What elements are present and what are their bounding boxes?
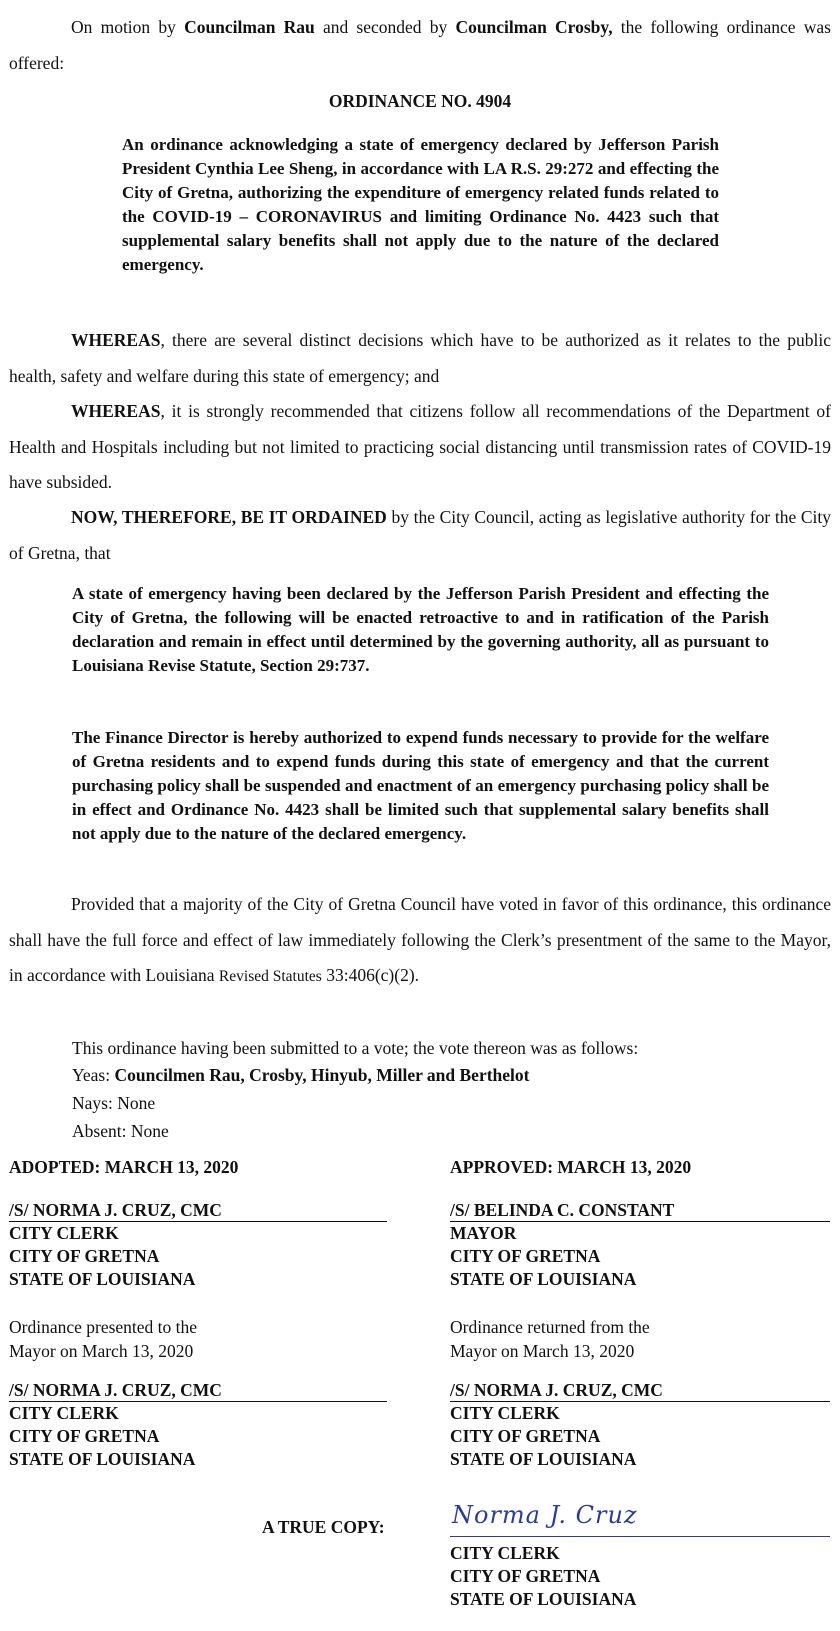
signature-city: CITY OF GRETNA (450, 1566, 601, 1586)
signature-title: MAYOR (450, 1223, 517, 1243)
signature-name: /S/ BELINDA C. CONSTANT (450, 1199, 830, 1222)
signature-state: STATE OF LOUISIANA (9, 1449, 196, 1469)
note-returned-line-2: Mayor on March 13, 2020 (450, 1341, 635, 1361)
signature-city: CITY OF GRETNA (450, 1426, 601, 1446)
motion-seconder: Councilman Crosby, (455, 17, 613, 37)
signature-state: STATE OF LOUISIANA (450, 1449, 637, 1469)
motion-mover: Councilman Rau (184, 17, 315, 37)
signature-state: STATE OF LOUISIANA (450, 1589, 637, 1609)
motion-mid: and seconded by (314, 17, 456, 37)
provided-statutes: Revised Statutes (218, 968, 322, 985)
signature-state: STATE OF LOUISIANA (9, 1269, 196, 1289)
motion-paragraph (9, 10, 831, 81)
signature-city: CITY OF GRETNA (9, 1246, 160, 1266)
vote-intro: This ordinance having been submitted to a vote; the vote thereon was as follows: (72, 1038, 639, 1058)
true-copy-signature-line (450, 1536, 830, 1537)
note-presented-line-1: Ordinance presented to the (9, 1317, 198, 1337)
ordained-paragraph (9, 500, 831, 571)
provided-end: 33:406(c)(2). (321, 965, 420, 985)
note-returned-line-1: Ordinance returned from the (450, 1317, 650, 1337)
signature-city: CITY OF GRETNA (9, 1426, 160, 1446)
true-copy-label: A TRUE COPY: (262, 1517, 385, 1537)
ordained-text: by the City Council, acting as legislative authority for the City of Gretna, that (9, 507, 831, 563)
signature-name: /S/ NORMA J. CRUZ, CMC (450, 1379, 830, 1402)
vote-yeas-names: Councilmen Rau, Crosby, Hinyub, Miller and Berthelot (114, 1065, 530, 1085)
whereas-2-lead: WHEREAS (71, 401, 161, 421)
vote-nays: Nays: None (72, 1093, 156, 1113)
whereas-paragraph-2 (9, 394, 831, 501)
ordinance-title: ORDINANCE NO. 4904 (328, 91, 512, 111)
signature-name: /S/ NORMA J. CRUZ, CMC (9, 1379, 387, 1402)
signature-block-clerk-1 (9, 1199, 387, 1291)
motion-prefix: On motion by (71, 17, 185, 37)
ordinance-section-2: The Finance Director is hereby authorized to expend funds necessary to provide for the welfare of Gretna residents and to expend funds during this state of emergency and that the current purchasing policy shall be suspended and enactment of an emergency purchasing policy shall be in effect and Ordinance No. 4423 shall be limited such that supplemental salary benefits shall not apply due to the nature of the declared emergency. (72, 728, 769, 843)
handwritten-signature: Norma J. Cruz (452, 1501, 638, 1529)
signature-title: CITY CLERK (450, 1403, 560, 1423)
provided-paragraph (9, 887, 831, 995)
note-returned (450, 1315, 650, 1363)
note-presented (9, 1315, 197, 1363)
signature-title: CITY CLERK (450, 1543, 560, 1563)
ordained-lead: NOW, THEREFORE, BE IT ORDAINED (71, 507, 387, 527)
signature-block-clerk-2 (9, 1379, 387, 1471)
adopted-date: ADOPTED: MARCH 13, 2020 (9, 1157, 239, 1177)
approved-date: APPROVED: MARCH 13, 2020 (450, 1157, 692, 1177)
signature-city: CITY OF GRETNA (450, 1246, 601, 1266)
vote-yeas-label: Yeas: (72, 1065, 115, 1085)
true-copy-signature-block (450, 1542, 830, 1611)
signature-block-clerk-3 (450, 1379, 830, 1471)
signature-title: CITY CLERK (9, 1403, 119, 1423)
whereas-2-text: , it is strongly recommended that citizens follow all recommendations of the Department of Health and Hospitals including but not limited to practicing social distancing until transmission rates of COVID-19 have subsided. (9, 401, 831, 492)
signature-state: STATE OF LOUISIANA (450, 1269, 637, 1289)
ordinance-summary: An ordinance acknowledging a state of emergency declared by Jefferson Parish President Cynthia Lee Sheng, in accordance with LA R.S. 29:272 and effecting the City of Gretna, authorizing the expenditure of emergency related funds related to the COVID-19 – CORONAVIRUS and limiting Ordinance No. 4423 such that supplemental salary benefits shall not apply due to the nature of the declared emergency. (122, 135, 719, 274)
signature-block-mayor (450, 1199, 830, 1291)
whereas-paragraph-1 (9, 323, 831, 394)
provided-text: Provided that a majority of the City of Gretna Council have voted in favor of this ordinance, this ordinance shall have the full force and effect of law immediately following the Clerk’s presentment of the same to the Mayor, in accordance with Louisiana (9, 894, 831, 985)
ordinance-section-1: A state of emergency having been declared by the Jefferson Parish President and effecting the City of Gretna, the following will be enacted retroactive to and in ratification of the Parish declaration and remain in effect until determined by the governing authority, all as pursuant to Louisiana Revise Statute, Section 29:737. (72, 584, 769, 675)
note-presented-line-2: Mayor on March 13, 2020 (9, 1341, 194, 1361)
signature-title: CITY CLERK (9, 1223, 119, 1243)
signature-name: /S/ NORMA J. CRUZ, CMC (9, 1199, 387, 1222)
whereas-1-lead: WHEREAS (71, 330, 161, 350)
vote-yeas (72, 1063, 530, 1087)
vote-absent: Absent: None (72, 1121, 169, 1141)
motion-suffix: the following ordinance was offered: (9, 17, 831, 73)
whereas-1-text: , there are several distinct decisions which have to be authorized as it relates to the public health, safety and welfare during this state of emergency; and (9, 330, 831, 386)
